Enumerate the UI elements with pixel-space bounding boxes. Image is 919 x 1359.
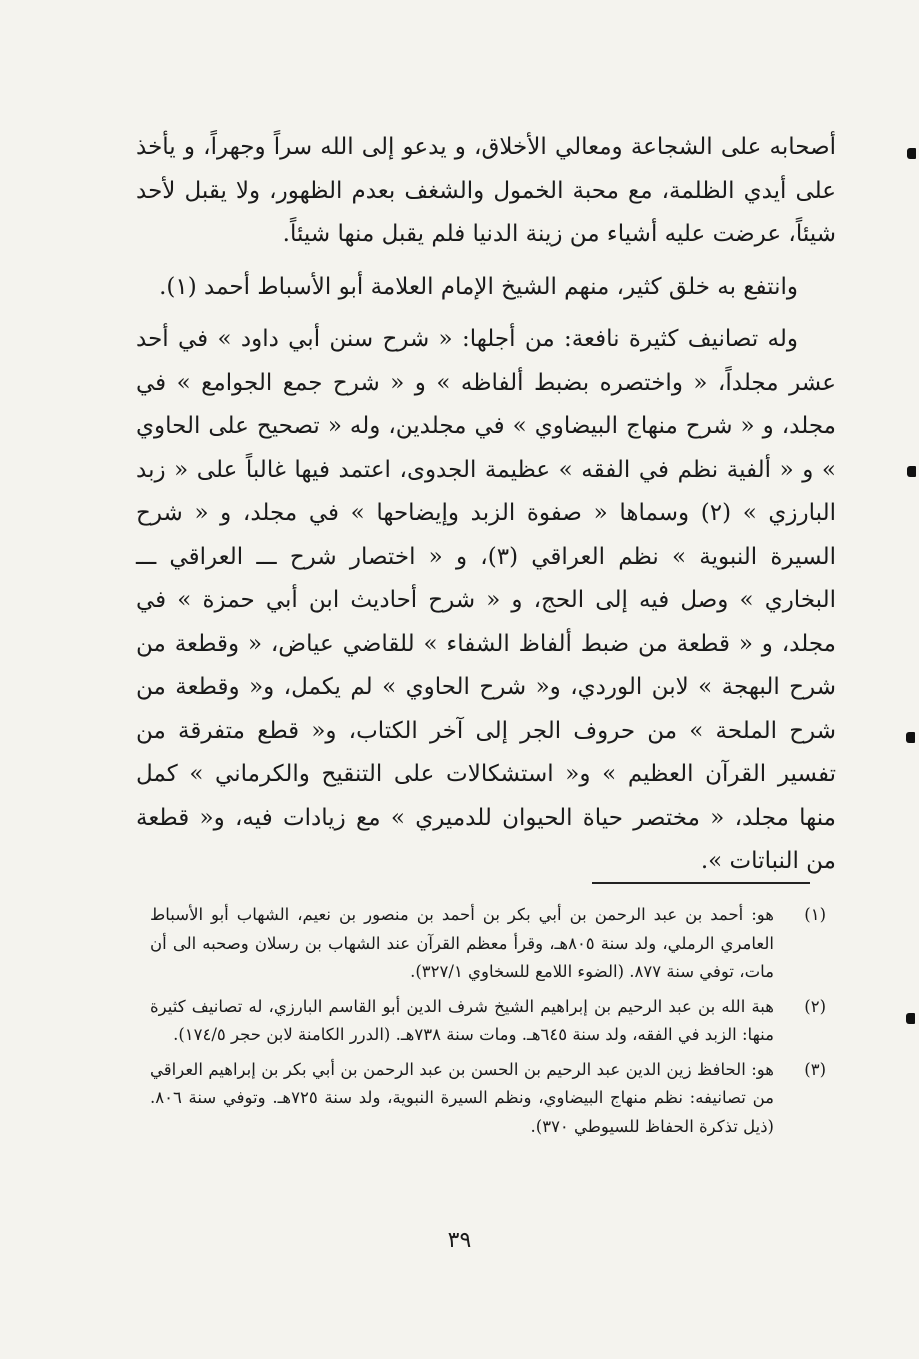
footnote-1 [150, 901, 826, 987]
footnote-text: هبة الله بن عبد الرحيم بن إبراهيم الشيخ شرف الدين أبو القاسم البارزي، له تصانيف كثيرة منها: الزبد في الفقه، ولد سنة ٦٤٥هـ. ومات سنة ٧٣٨هـ. (الدرر الكامنة لابن حجر ١٧٤/٥). [150, 996, 774, 1044]
footnote-separator-line [592, 882, 810, 884]
paragraph-1: أصحابه على الشجاعة ومعالي الأخلاق، و يدعو إلى الله سراً وجهراً، و يأخذ على أيدي الظلمة، مع محبة الخمول والشغف بعدم الظهور، ولا يقبل لأحد شيئاً، عرضت عليه أشياء من زينة الدنيا فلم يقبل منها شيئاً. [136, 134, 836, 247]
footnote-text: هو: الحافظ زين الدين عبد الرحيم بن الحسن بن عبد الرحمن بن أبي بكر بن إبراهيم العراقي من تصانيفه: نظم منهاج البيضاوي، ونظم السيرة النبوية، ولد سنة ٧٢٥هـ. وتوفي سنة ٨٠٦. (ذيل تذكرة الحفاظ للسيوطي ٣٧٠). [150, 1059, 774, 1136]
footnote-3 [150, 1056, 826, 1142]
binding-hole-mark [907, 466, 916, 477]
footnote-number: (١) [804, 905, 826, 924]
binding-hole-mark [906, 1013, 915, 1024]
binding-hole-mark [907, 148, 916, 159]
paragraph-3: وله تصانيف كثيرة نافعة: من أجلها: « شرح سنن أبي داود » في أحد عشر مجلداً، « واختصره بضبط ألفاظه » و « شرح جمع الجوامع » في مجلد، و « شرح منهاج البيضاوي » في مجلدين، وله « تصحيح على الحاوي » و « ألفية نظم في الفقه » عظيمة الجدوى، اعتمد فيها غالباً على « زبد البارزي » (٢) وسماها « صفوة الزبد وإيضاحها » في مجلد، و « شرح السيرة النبوية » نظم العراقي (٣)، و « اختصار شرح ـــ العراقي ـــ البخاري » وصل فيه إلى الحج، و « شرح أحاديث ابن أبي حمزة » في مجلد، و « قطعة من ضبط ألفاظ الشفاء » للقاضي عياض، « وقطعة من شرح البهجة » لابن الوردي، و« شرح الحاوي » لم يكمل، و« وقطعة من شرح الملحة » من حروف الجر إلى آخر الكتاب، و« قطع متفرقة من تفسير القرآن العظيم » و« استشكالات على التنقيح والكرماني » كمل منها مجلد، « مختصر حياة الحيوان للدميري » مع زيادات فيه، و« قطعة من النباتات ». [136, 326, 837, 874]
footnote-2 [150, 993, 826, 1050]
page-number: ٣٩ [447, 1228, 472, 1253]
footnote-number: (٢) [804, 996, 826, 1016]
footnotes [150, 901, 826, 1147]
footnote-number: (٣) [804, 1059, 826, 1079]
binding-hole-mark [906, 732, 915, 743]
paragraph-2: وانتفع به خلق كثير، منهم الشيخ الإمام العلامة أبو الأسباط أحمد (١). [159, 273, 798, 300]
main-body-text [136, 126, 836, 884]
footnote-text: هو: أحمد بن عبد الرحمن بن أبي بكر بن أحمد بن منصور بن نعيم، الشهاب أبو الأسباط العامري الرملي، ولد سنة ٨٠٥هـ، وقرأ معظم القرآن عند الشهاب بن رسلان وصحبه الى أن مات، توفي سنة ٨٧٧. (الضوء اللامع للسخاوي ٣٢٧/١). [150, 905, 774, 981]
